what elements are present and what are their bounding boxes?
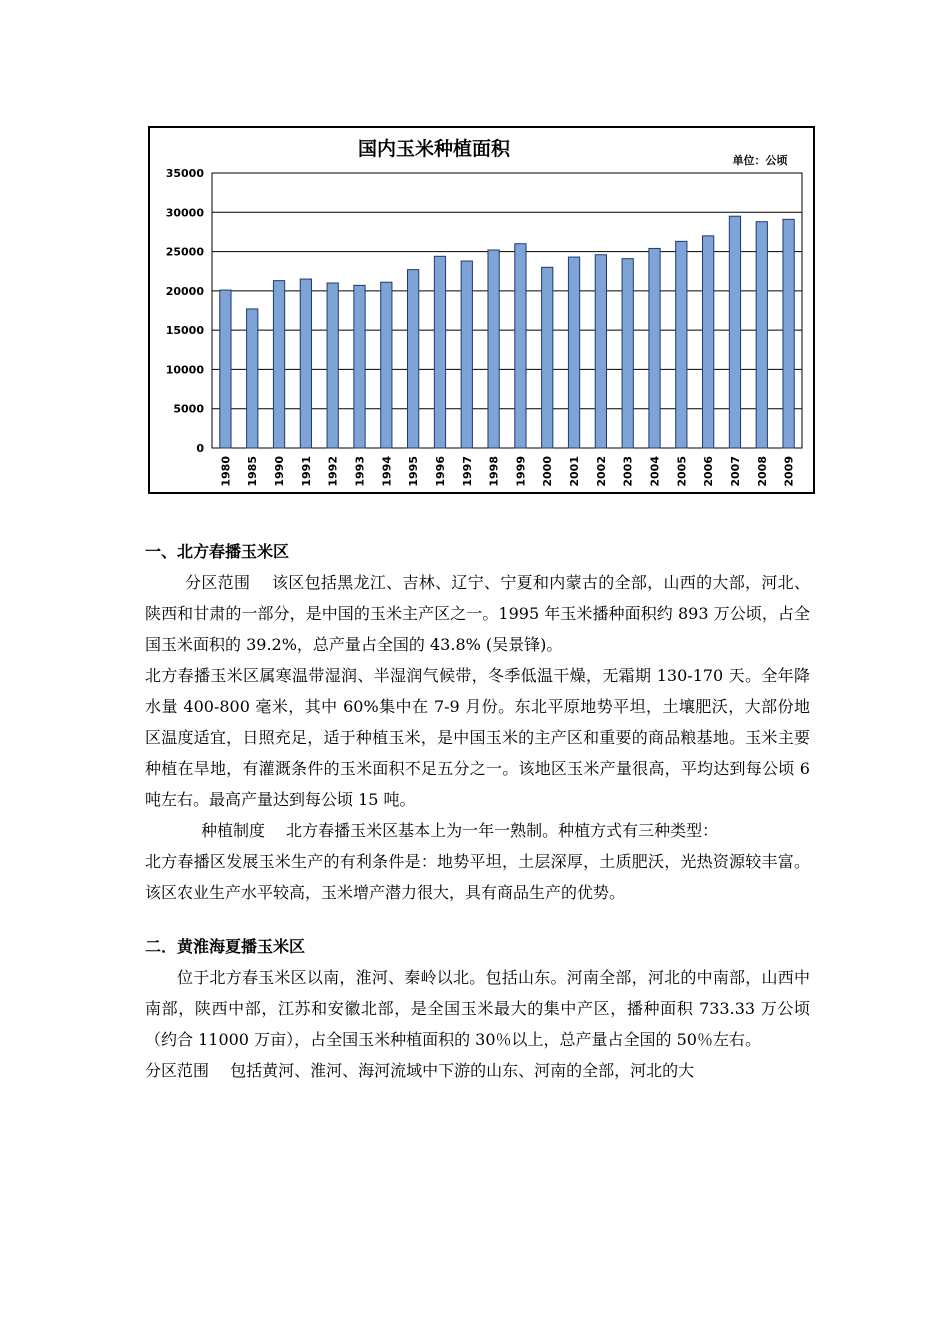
section-1-paragraph-2: 北方春播玉米区属寒温带湿润、半湿润气候带，冬季低温干燥，无霜期 130-170 天。全年降水量 400-800 毫米，其中 60%集中在 7-9 月份。东北平原地势平坦，土壤肥沃，大部份地区温度适宜，日照充足，适于种植玉米，是中国玉米的主产区和重要的商品粮基地。玉米主要种植在旱地，有灌溉条件的玉米面积不足五分之一。该地区玉米产量很高，平均达到每公顷 6 吨左右。最高产量达到每公顷 15 吨。	[145, 666, 810, 809]
section-1-heading: 一、北方春播玉米区	[145, 542, 290, 561]
section-2-heading: 二．黄淮海夏播玉米区	[145, 937, 306, 956]
article-body	[145, 537, 810, 1086]
x-tick-label: 1992	[326, 456, 340, 487]
bar-2007	[729, 216, 740, 448]
bar-1996	[434, 256, 445, 448]
bar-2003	[622, 259, 633, 448]
bar-2006	[703, 236, 714, 448]
bar-1985	[247, 309, 258, 448]
y-tick-label: 30000	[165, 206, 204, 220]
x-tick-label: 1996	[433, 456, 447, 487]
bar-2000	[542, 267, 553, 448]
section-1-paragraph-4: 北方春播区发展玉米生产的有利条件是：地势平坦，土层深厚，土质肥沃，光热资源较丰富。该区农业生产水平较高，玉米增产潜力很大，具有商品生产的优势。	[145, 852, 810, 902]
x-tick-label: 2002	[594, 456, 608, 487]
section-2-paragraph-2: 分区范围 包括黄河、淮河、海河流域中下游的山东、河南的全部，河北的大	[145, 1061, 695, 1080]
y-tick-label: 35000	[165, 167, 204, 180]
bar-1997	[461, 261, 472, 448]
x-tick-label: 1998	[487, 456, 501, 487]
y-tick-label: 0	[196, 442, 204, 455]
bar-1998	[488, 250, 499, 448]
bar-1992	[327, 283, 338, 448]
section-1-paragraph-1: 分区范围 该区包括黑龙江、吉林、辽宁、宁夏和内蒙古的全部，山西的大部，河北、陕西和甘肃的一部分，是中国的玉米主产区之一。1995 年玉米播种面积约 893 万公顷，占全国玉米面积的 39.2%，总产量占全国的 43.8% (吴景锋)。	[145, 573, 810, 654]
x-tick-label: 1995	[407, 456, 421, 487]
y-tick-label: 10000	[165, 363, 204, 377]
bar-2005	[676, 241, 687, 448]
bar-2008	[756, 222, 767, 448]
bar-2004	[649, 248, 660, 448]
x-tick-label: 1993	[353, 456, 367, 487]
section-2-paragraph-1: 位于北方春玉米区以南，淮河、秦岭以北。包括山东。河南全部，河北的中南部，山西中南部，陕西中部，江苏和安徽北部，是全国玉米最大的集中产区，播种面积 733.33 万公顷（约合 11000 万亩），占全国玉米种植面积的 30％以上，总产量占全国的 50％左右。	[145, 968, 810, 1049]
x-tick-label: 1980	[219, 456, 233, 487]
x-tick-label: 2001	[568, 456, 582, 487]
bar-2009	[783, 219, 794, 448]
x-tick-label: 2004	[648, 456, 662, 487]
bar-1990	[273, 281, 284, 448]
x-tick-label: 2006	[702, 456, 716, 487]
bar-1995	[408, 270, 419, 448]
bar-1994	[381, 282, 392, 448]
bar-1980	[220, 290, 231, 448]
x-tick-label: 2009	[782, 456, 796, 487]
x-tick-label: 2003	[621, 456, 635, 487]
bar-1999	[515, 244, 526, 448]
x-tick-label: 1985	[246, 456, 260, 487]
x-tick-label: 1994	[380, 456, 394, 487]
y-tick-label: 5000	[173, 402, 204, 416]
y-tick-label: 20000	[165, 284, 204, 298]
x-tick-label: 1997	[460, 456, 474, 487]
bar-1991	[300, 279, 311, 448]
corn-area-chart	[148, 126, 815, 494]
y-tick-label: 25000	[165, 245, 204, 259]
x-tick-label: 1999	[514, 456, 528, 487]
x-tick-label: 1991	[299, 456, 313, 487]
x-tick-label: 2008	[755, 456, 769, 487]
x-tick-label: 2000	[541, 456, 555, 487]
chart-canvas	[150, 128, 813, 492]
bar-2001	[568, 257, 579, 448]
section-1-paragraph-3: 种植制度 北方春播玉米区基本上为一年一熟制。种植方式有三种类型：	[201, 821, 719, 840]
bar-2002	[595, 255, 606, 448]
y-tick-label: 15000	[165, 324, 204, 338]
x-tick-label: 2005	[675, 456, 689, 487]
x-tick-label: 1990	[273, 456, 287, 487]
x-tick-label: 2007	[728, 456, 742, 487]
bar-1993	[354, 285, 365, 448]
chart-unit-label: 单位：公顷	[732, 154, 788, 167]
chart-title: 国内玉米种植面积	[357, 138, 511, 160]
